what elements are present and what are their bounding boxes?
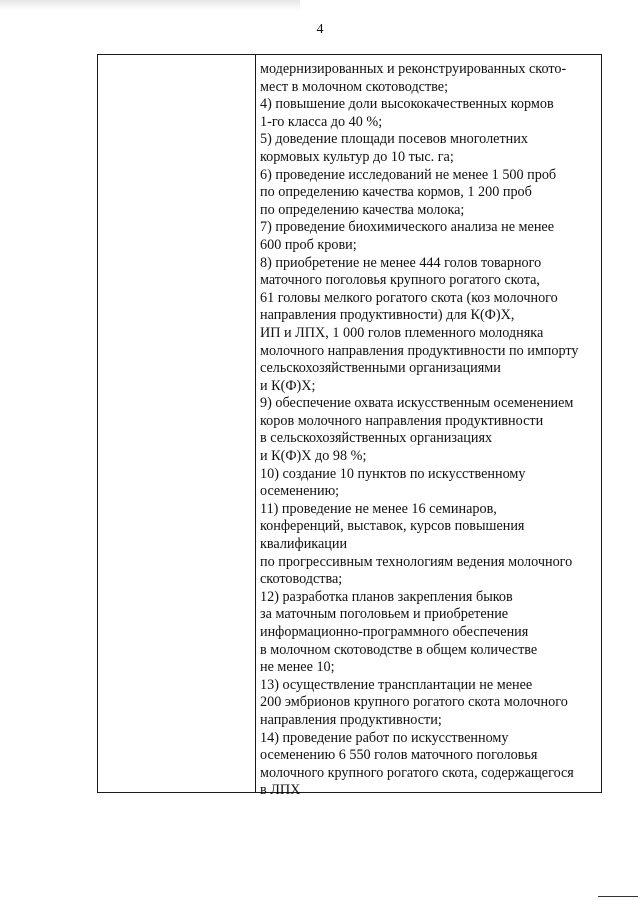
text-line: 6) проведение исследований не менее 1 500 проб [260,166,557,183]
text-line: кормовых культур до 10 тыс. га; [260,148,454,165]
text-line: модернизированных и реконструированных ското- [260,61,567,77]
text-line: молочного крупного рогатого скота, содержащегося [260,764,574,781]
text-line: молочного направления продуктивности по импорту [260,342,579,359]
text-line: 200 эмбрионов крупного рогатого скота молочного [260,694,568,711]
text-line: 11) проведение не менее 16 семинаров, [260,500,497,517]
text-line: сельскохозяйственными организациями [260,360,501,377]
text-line: информационно-программного обеспечения [260,624,529,640]
text-line: и К(Ф)Х до 98 %; [260,448,367,465]
text-line: и К(Ф)Х; [260,377,316,394]
text-line: квалификации [260,536,348,553]
text-line: осеменению; [260,483,340,500]
text-line: по определению качества молока; [260,201,465,218]
scan-artifact [0,0,300,10]
text-line: скотоводства; [260,571,343,588]
text-line: за маточным поголовьем и приобретение [260,606,509,623]
text-line: 600 проб крови; [260,236,357,253]
text-line: 61 головы мелкого рогатого скота (коз молочного [260,289,558,306]
content-cell [260,61,598,800]
text-line: 8) приобретение не менее 444 голов товарного [260,254,542,271]
text-line: 14) проведение работ по искусственному [260,729,509,746]
column-divider [255,55,256,792]
text-line: осеменению 6 550 голов маточного поголовья [260,747,538,764]
text-line: в сельскохозяйственных организациях [260,430,493,447]
text-line: направления продуктивности; [260,711,442,728]
page-number: 4 [316,22,324,37]
text-line: 10) создание 10 пунктов по искусственному [260,465,526,482]
text-line: коров молочного направления продуктивности [260,412,544,429]
document-table [97,54,602,799]
text-line: 4) повышение доли высококачественных кормов [260,96,554,113]
text-line: в молочном скотоводстве в общем количестве [260,641,538,658]
text-line: не менее 10; [260,659,335,676]
text-line: 12) разработка планов закрепления быков [260,588,513,605]
text-line: 7) проведение биохимического анализа не менее [260,219,555,236]
text-line: направления продуктивности) для К(Ф)Х, [260,307,515,324]
text-line: по прогрессивным технологиям ведения молочного [260,553,573,570]
text-line: 1-го класса до 40 %; [260,113,383,130]
text-line: ИП и ЛПХ, 1 000 голов племенного молодняка [260,324,544,341]
text-line: 5) доведение площади посевов многолетних [260,131,528,148]
text-line: 9) обеспечение охвата искусственным осеменением [260,395,574,412]
text-line: мест в молочном скотоводстве; [260,78,449,95]
text-line: конференций, выставок, курсов повышения [260,518,525,535]
scan-corner-mark [598,896,638,897]
text-line: маточного поголовья крупного рогатого скота, [260,272,540,289]
text-line: по определению качества кормов, 1 200 проб [260,184,532,201]
text-line: 13) осуществление трансплантации не менее [260,676,533,693]
text-line: в ЛПХ [260,782,301,799]
